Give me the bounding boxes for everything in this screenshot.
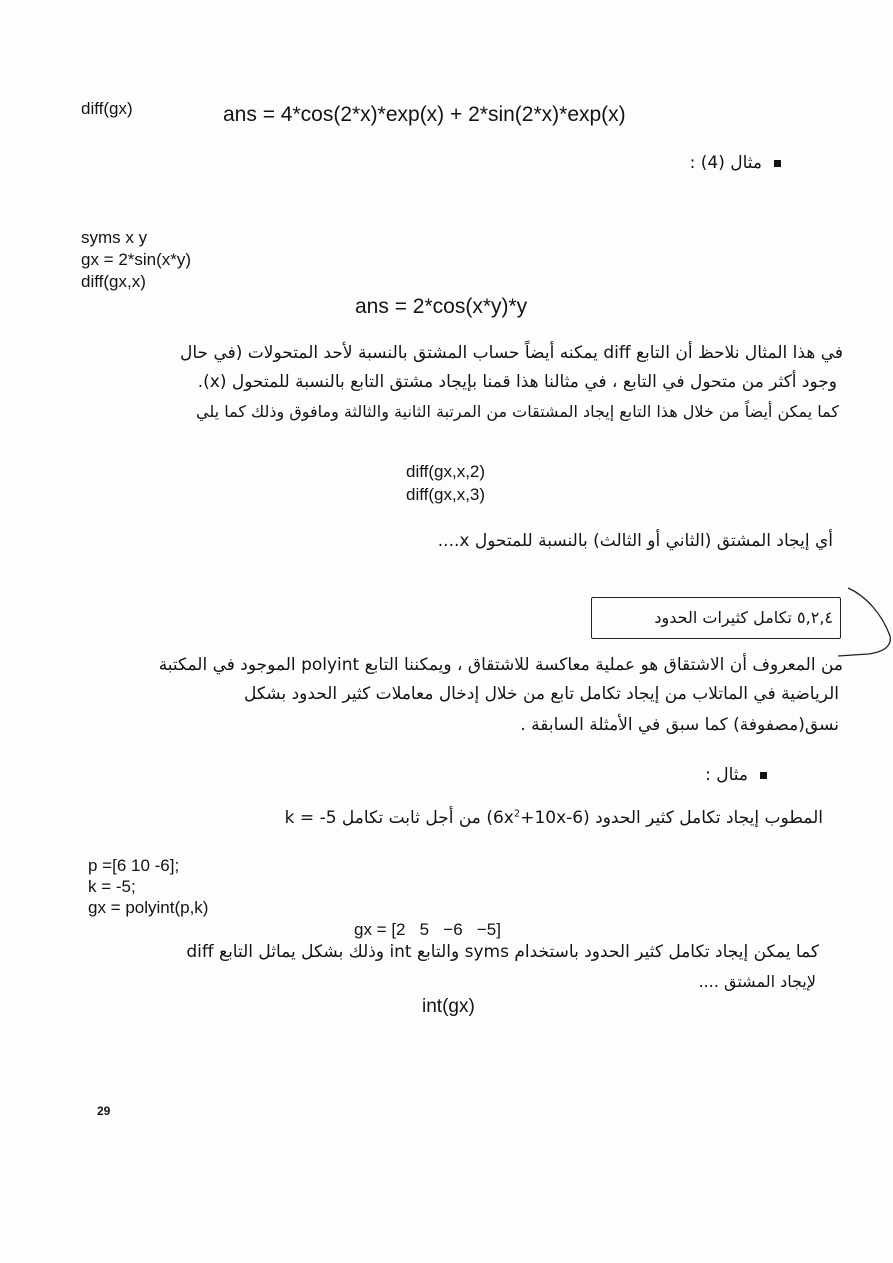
example-4-heading xyxy=(690,153,781,173)
bracket-mark xyxy=(838,586,893,658)
section-heading: ٥,٢,٤ تكامل كثيرات الحدود xyxy=(654,608,833,627)
paragraph-line: في هذا المثال نلاحظ أن التابع diff يمكنه أيضاً حساب المشتق بالنسبة لأحد المتحولات (في حال xyxy=(180,343,843,363)
answer-line: ans = 2*cos(x*y)*y xyxy=(355,295,528,318)
code-line: int(gx) xyxy=(422,996,475,1017)
code-line: gx = 2*sin(x*y) xyxy=(81,250,192,269)
code-line: diff(gx,x,2) xyxy=(406,462,486,481)
paragraph-line: نسق(مصفوفة) كما سبق في الأمثلة السابقة . xyxy=(520,715,839,735)
task-line xyxy=(285,808,823,828)
code-line: p =[6 10 -6]; xyxy=(88,856,180,875)
paragraph-line: وجود أكثر من متحول في التابع ، في مثالنا هذا قمنا بإيجاد مشتق التابع بالنسبة للمتحول (x). xyxy=(197,372,837,392)
task-text-pre: المطوب إيجاد تكامل كثير الحدود (6x xyxy=(492,808,823,828)
example-heading xyxy=(705,765,767,785)
bullet-icon xyxy=(760,772,767,779)
example-label: مثال : xyxy=(705,765,748,785)
code-line: k = -5; xyxy=(88,877,136,896)
example-4-label: مثال (4) : xyxy=(689,153,762,173)
paragraph-line: كما يمكن إيجاد تكامل كثير الحدود باستخدام syms والتابع int وذلك بشكل يماثل التابع diff xyxy=(186,942,819,962)
paragraph-line: من المعروف أن الاشتقاق هو عملية معاكسة للاشتقاق ، ويمكننا التابع polyint الموجود في المكتبة xyxy=(158,655,843,675)
result-line: gx = [2 5 −6 −5] xyxy=(354,920,501,939)
answer-line: ans = 4*cos(2*x)*exp(x) + 2*sin(2*x)*exp(x) xyxy=(223,103,626,126)
code-line: diff(gx,x,3) xyxy=(406,485,486,504)
paragraph-line: كما يمكن أيضاً من خلال هذا التابع إيجاد المشتقات من المرتبة الثانية والثالثة ومافوق وذلك كما يلي xyxy=(196,402,839,421)
superscript: 2 xyxy=(513,808,521,820)
paragraph-line: أي إيجاد المشتق (الثاني أو الثالث) بالنسبة للمتحول x.... xyxy=(437,531,833,551)
code-line: gx = polyint(p,k) xyxy=(88,898,209,917)
paragraph-line: لإيجاد المشتق .... xyxy=(698,972,816,991)
page-number: 29 xyxy=(97,1104,111,1118)
bullet-icon xyxy=(774,160,781,167)
code-line: diff(gx,x) xyxy=(81,272,146,291)
paragraph-line: الرياضية في الماتلاب من إيجاد تكامل تابع من خلال إدخال معاملات كثير الحدود بشكل xyxy=(244,684,839,704)
task-text-post: +10x-6) من أجل ثابت تكامل k = -5 xyxy=(284,808,584,828)
code-line: diff(gx) xyxy=(81,99,133,118)
code-line: syms x y xyxy=(81,228,148,247)
